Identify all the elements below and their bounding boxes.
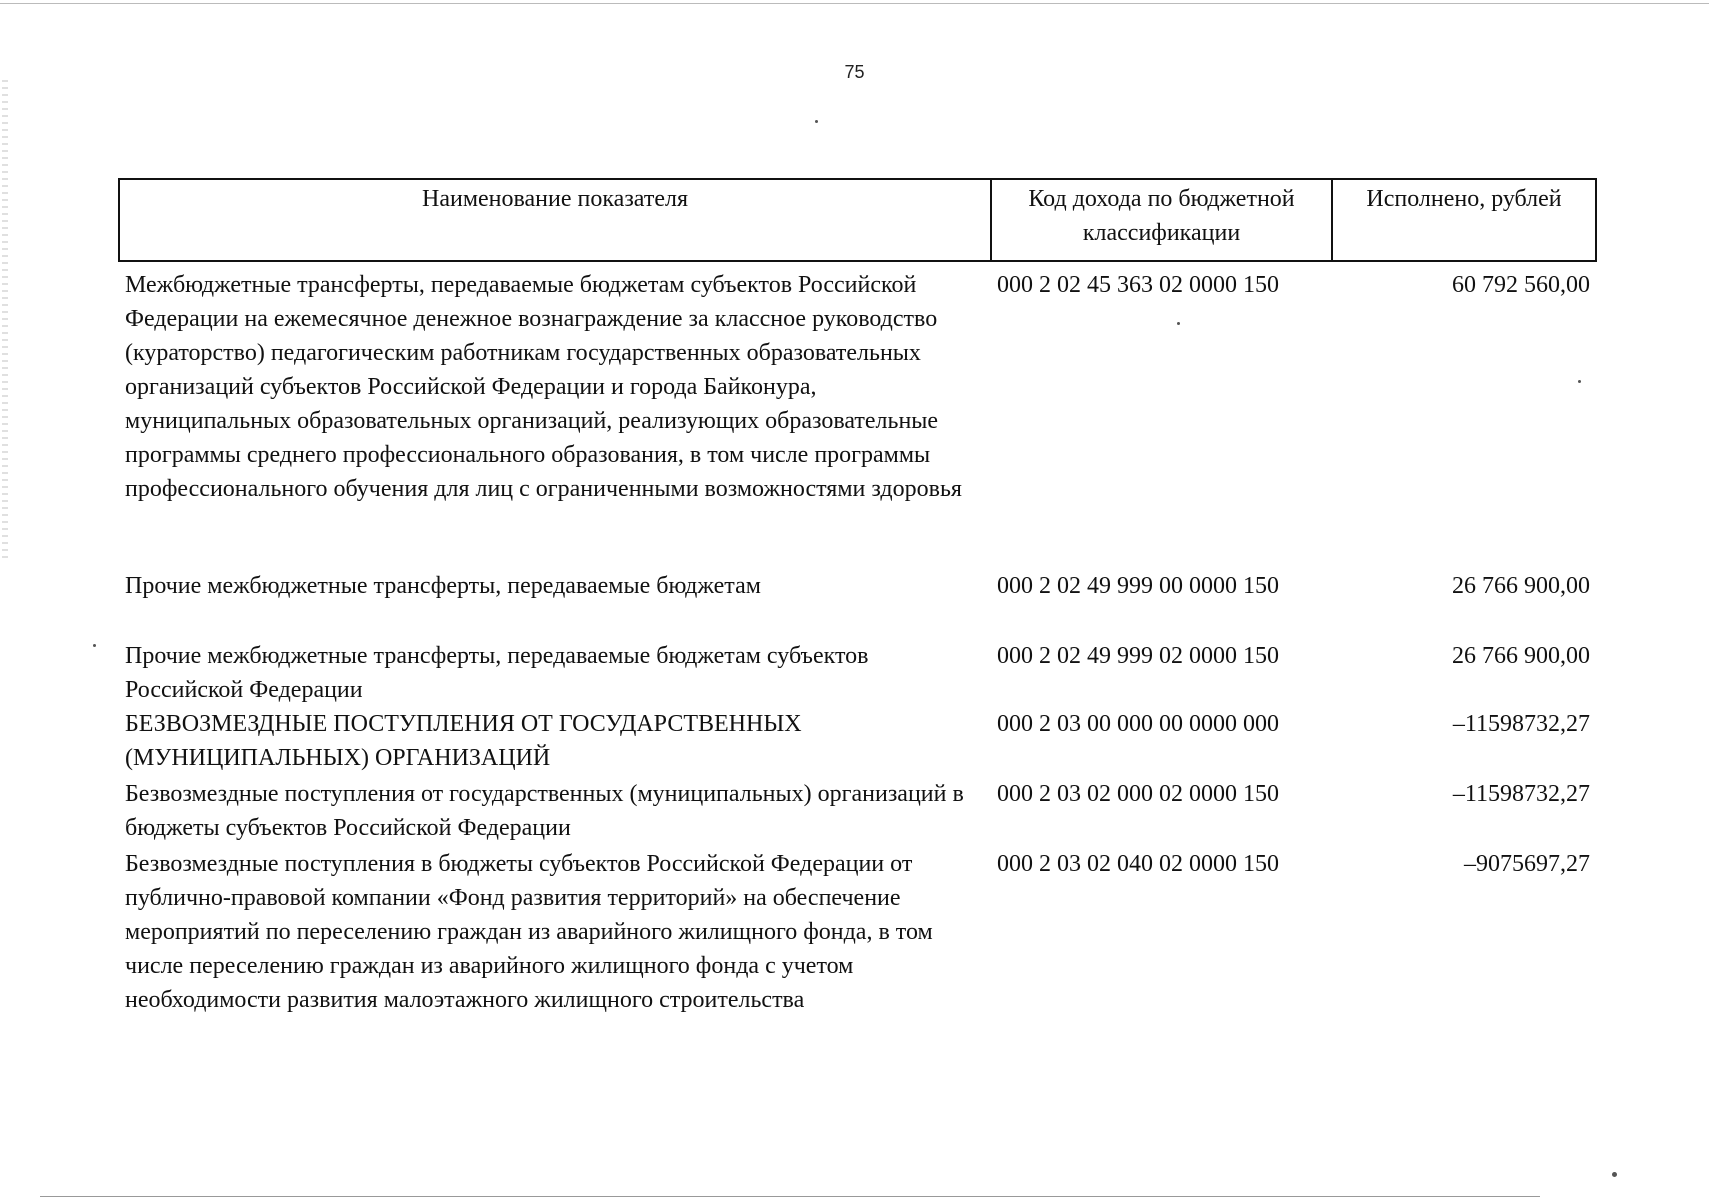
row-code: 000 2 03 02 040 02 0000 150 <box>997 851 1279 877</box>
row-amount: 60 792 560,00 <box>1452 272 1590 298</box>
row-code: 000 2 02 49 999 02 0000 150 <box>997 643 1279 669</box>
row-amount: –9075697,27 <box>1464 851 1590 877</box>
row-name: Прочие межбюджетные трансферты, передаваемые бюджетам субъектов Российской Федерации <box>125 643 869 703</box>
table-row <box>119 261 1596 569</box>
table-row <box>119 639 1596 707</box>
page-number: 75 <box>844 62 865 82</box>
scan-top-edge <box>0 3 1709 4</box>
table-header-row <box>119 179 1596 261</box>
scan-speck <box>93 644 96 647</box>
row-code: 000 2 03 00 000 00 0000 000 <box>997 711 1279 737</box>
scan-speck <box>1612 1172 1617 1177</box>
row-name: Межбюджетные трансферты, передаваемые бюджетам субъектов Российской Федерации на ежемесячное денежное вознаграждение за классное руководство (кураторство) педагогическим работникам государственных образовательных организаций субъектов Российской Федерации и города Байконура, муниципальных образовательных организаций, реализующих образовательные программы среднего профессионального образования, в том числе программы профессионального обучения для лиц с ограниченными возможностями здоровья <box>125 272 962 502</box>
table-row <box>119 569 1596 639</box>
row-name: Безвозмездные поступления в бюджеты субъектов Российской Федерации от публично-правовой компании «Фонд развития территорий» на обеспечение мероприятий по переселению граждан из аварийного жилищного фонда, в том числе переселению граждан из аварийного жилищного фонда с учетом необходимости развития малоэтажного жилищного строительства <box>125 851 933 1013</box>
row-amount: –11598732,27 <box>1452 711 1590 737</box>
header-amount: Исполнено, рублей <box>1332 179 1596 261</box>
scan-left-edge-noise <box>2 80 8 560</box>
row-name: Безвозмездные поступления от государственных (муниципальных) организаций в бюджеты субъектов Российской Федерации <box>125 781 964 841</box>
row-code: 000 2 03 02 000 02 0000 150 <box>997 781 1279 807</box>
table-row <box>119 707 1596 777</box>
scan-speck <box>815 120 818 123</box>
header-code: Код дохода по бюджетной классификации <box>991 179 1332 261</box>
row-amount: –11598732,27 <box>1452 781 1590 807</box>
scan-speck <box>1177 322 1180 325</box>
row-code: 000 2 02 49 999 00 0000 150 <box>997 573 1279 599</box>
revenue-table <box>118 178 1597 1017</box>
header-name: Наименование показателя <box>119 179 991 261</box>
row-code: 000 2 02 45 363 02 0000 150 <box>997 272 1279 298</box>
row-amount: 26 766 900,00 <box>1452 573 1590 599</box>
table-row <box>119 847 1596 1017</box>
table-row <box>119 777 1596 847</box>
scan-bottom-edge <box>40 1196 1540 1197</box>
row-amount: 26 766 900,00 <box>1452 643 1590 669</box>
row-name: БЕЗВОЗМЕЗДНЫЕ ПОСТУПЛЕНИЯ ОТ ГОСУДАРСТВЕННЫХ (МУНИЦИПАЛЬНЫХ) ОРГАНИЗАЦИЙ <box>125 711 802 771</box>
row-name: Прочие межбюджетные трансферты, передаваемые бюджетам <box>125 573 761 599</box>
scan-speck <box>1578 380 1581 383</box>
